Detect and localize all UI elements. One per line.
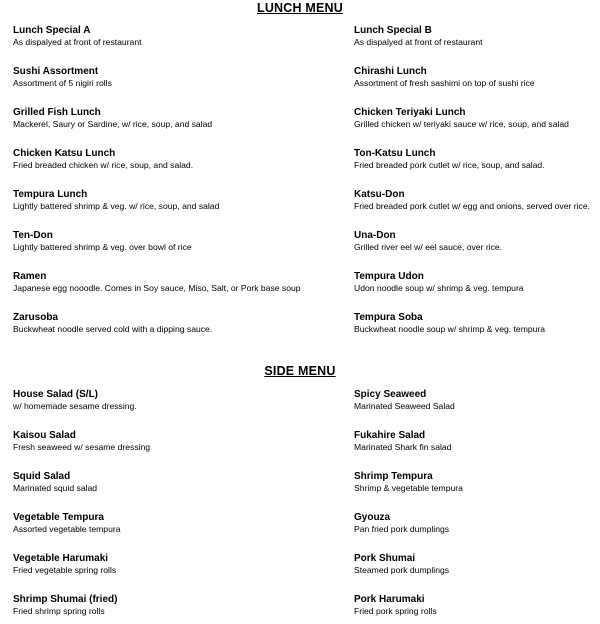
- item-name: Grilled Fish Lunch: [13, 107, 101, 118]
- item-description: Udon noodle soup w/ shrimp & veg. tempura: [354, 283, 524, 293]
- menu-item: [354, 66, 594, 89]
- menu-item: [13, 189, 273, 212]
- item-name: Tempura Udon: [354, 271, 424, 282]
- item-name: Tempura Lunch: [13, 189, 88, 200]
- item-description: Lightly battered shrimp & veg. w/ rice, soup, and salad: [13, 201, 220, 211]
- item-name: Ramen: [13, 271, 47, 282]
- item-description: Fried shrimp spring rolls: [13, 606, 105, 616]
- item-description: Fried pork spring rolls: [354, 606, 437, 616]
- side-menu-title: SIDE MENU: [264, 364, 336, 378]
- menu-item: [354, 430, 594, 453]
- lunch-menu-title: LUNCH MENU: [256, 1, 344, 15]
- item-description: Mackerel, Saury or Sardine, w/ rice, soup, and salad: [13, 119, 213, 129]
- item-name: Ten-Don: [13, 230, 53, 241]
- menu-item: [354, 148, 594, 171]
- item-description: Steamed pork dumplings: [354, 565, 450, 575]
- menu-item: [354, 189, 594, 212]
- menu-item: [354, 271, 594, 294]
- item-description: Grilled river eel w/ eel sauce, over rice.: [354, 242, 503, 252]
- item-description: Fried vegetable spring rolls: [13, 565, 117, 575]
- menu-item: [13, 148, 273, 171]
- item-description: Marinated squid salad: [13, 483, 98, 493]
- menu-item: [13, 389, 273, 412]
- menu-item: [13, 471, 273, 494]
- item-description: Marinated Shark fin salad: [354, 442, 452, 452]
- item-name: House Salad (S/L): [13, 389, 99, 400]
- item-name: Chicken Katsu Lunch: [13, 148, 116, 159]
- item-description: Fresh seaweed w/ sesame dressing: [13, 442, 151, 452]
- item-description: As dispalyed at front of restaurant: [354, 37, 483, 47]
- item-name: Katsu-Don: [354, 189, 405, 200]
- item-name: Kaisou Salad: [13, 430, 76, 441]
- item-name: Una-Don: [354, 230, 396, 241]
- menu-item: [13, 66, 273, 89]
- menu-item: [354, 471, 594, 494]
- menu-item: [354, 230, 594, 253]
- item-name: Chirashi Lunch: [354, 66, 427, 77]
- item-name: Chicken Teriyaki Lunch: [354, 107, 466, 118]
- item-name: Fukahire Salad: [354, 430, 426, 441]
- item-description: w/ homemade sesame dressing.: [13, 401, 137, 411]
- item-name: Shrimp Tempura: [354, 471, 433, 482]
- item-name: Lunch Special A: [13, 25, 91, 36]
- menu-item: [13, 512, 273, 535]
- menu-item: [13, 430, 273, 453]
- item-description: Grilled chicken w/ teriyaki sauce w/ rice, soup, and salad: [354, 119, 569, 129]
- item-name: Gyouza: [354, 512, 391, 523]
- item-description: Buckwheat noodle served cold with a dipping sauce.: [13, 324, 213, 334]
- item-name: Sushi Assortment: [13, 66, 99, 77]
- menu-item: [354, 312, 594, 335]
- item-description: Fried breaded pork cutlet w/ rice, soup, and salad.: [354, 160, 545, 170]
- menu-item: [354, 594, 594, 617]
- item-description: Pan fried pork dumplings: [354, 524, 450, 534]
- menu-item: [13, 230, 273, 253]
- item-name: Lunch Special B: [354, 25, 432, 36]
- item-description: Assortment of fresh sashimi on top of sushi rice: [354, 78, 535, 88]
- item-description: Shrimp & vegetable tempura: [354, 483, 463, 493]
- item-description: Assorted vegetable tempura: [13, 524, 121, 534]
- item-name: Zarusoba: [13, 312, 59, 323]
- menu-item: [13, 107, 273, 130]
- item-description: Lightly battered shrimp & veg. over bowl of rice: [13, 242, 192, 252]
- item-name: Tempura Soba: [354, 312, 423, 323]
- menu-item: [13, 594, 273, 617]
- item-name: Pork Shumai: [354, 553, 416, 564]
- item-name: Vegetable Harumaki: [13, 553, 109, 564]
- item-name: Shrimp Shumai (fried): [13, 594, 118, 605]
- item-description: Japanese egg nooodle. Comes in Soy sauce, Miso, Salt, or Pork base soup: [13, 283, 301, 293]
- item-name: Squid Salad: [13, 471, 71, 482]
- menu-item: [354, 107, 594, 130]
- menu-item: [13, 312, 273, 335]
- item-name: Pork Harumaki: [354, 594, 425, 605]
- menu-item: [354, 25, 594, 48]
- item-description: Fried breaded chicken w/ rice, soup, and salad.: [13, 160, 194, 170]
- item-name: Spicy Seaweed: [354, 389, 427, 400]
- menu-item: [354, 553, 594, 576]
- menu-item: [13, 553, 273, 576]
- menu-item: [354, 389, 594, 412]
- item-description: As dispalyed at front of restaurant: [13, 37, 142, 47]
- item-description: Assortment of 5 nigiri rolls: [13, 78, 112, 88]
- menu-item: [13, 25, 273, 48]
- item-description: Buckwheat noodle soup w/ shrimp & veg. tempura: [354, 324, 546, 334]
- item-name: Ton-Katsu Lunch: [354, 148, 436, 159]
- item-name: Vegetable Tempura: [13, 512, 104, 523]
- menu-item: [354, 512, 594, 535]
- item-description: Marinated Seaweed Salad: [354, 401, 455, 411]
- item-description: Fried breaded pork cutlet w/ egg and onions, served over rice.: [354, 201, 590, 211]
- menu-item: [13, 271, 301, 294]
